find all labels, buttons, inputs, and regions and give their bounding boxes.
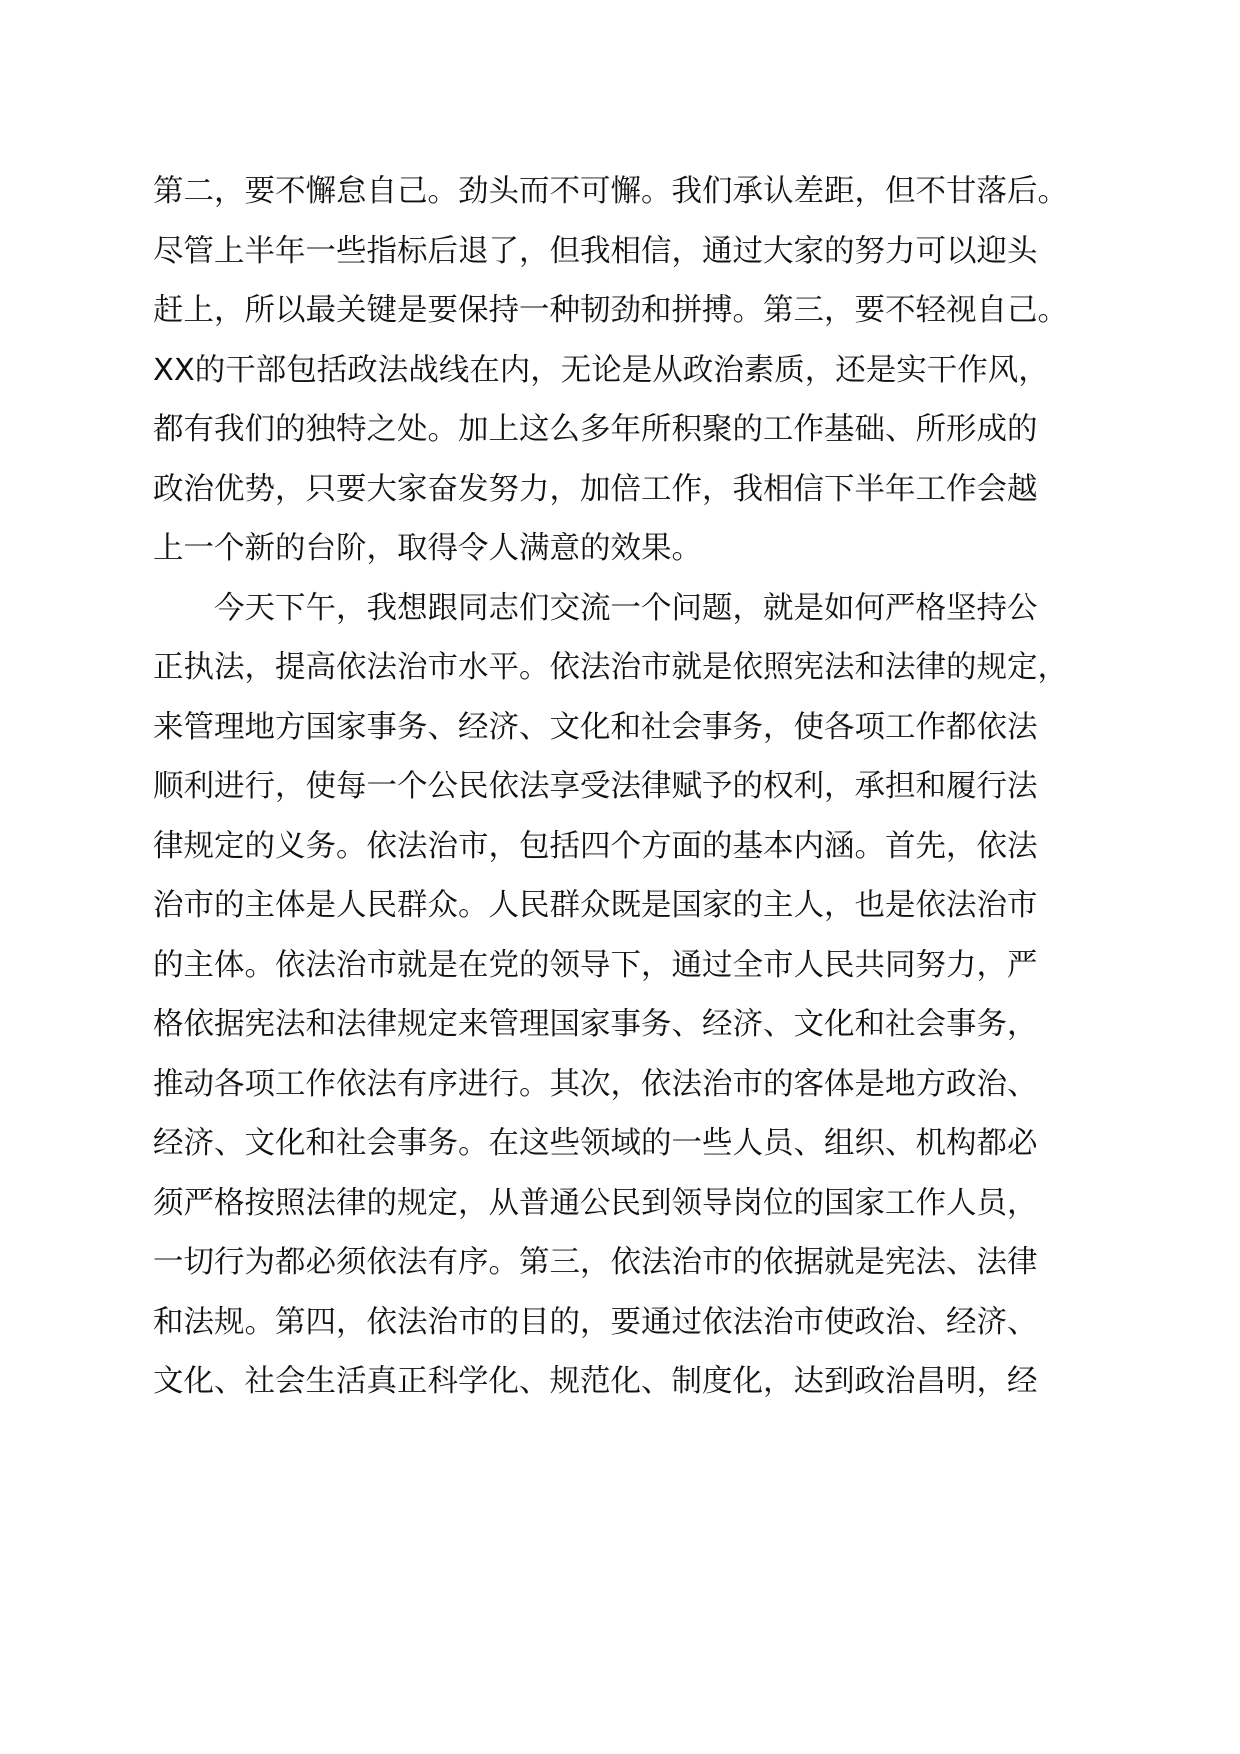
text-line: 推动各项工作依法有序进行。其次，依法治市的客体是地方政治、: [153, 1066, 1038, 1102]
text-line: 今天下午，我想跟同志们交流一个问题，就是如何严格坚持公: [153, 590, 1038, 626]
text-line: XX的干部包括政法战线在内，无论是从政治素质，还是实干作风，: [153, 352, 1049, 388]
text-line: 顺利进行，使每一个公民依法享受法律赋予的权利，承担和履行法: [153, 769, 1038, 804]
text-line: 文化、社会生活真正科学化、规范化、制度化，达到政治昌明，经: [153, 1364, 1038, 1399]
text-line: 的主体。依法治市就是在党的领导下，通过全市人民共同努力，严: [153, 947, 1038, 983]
text-line: 第二，要不懈怠自己。劲头而不可懈。我们承认差距，但不甘落后。: [153, 174, 1068, 209]
text-line: 上一个新的台阶，取得令人满意的效果。: [153, 531, 702, 566]
text-line: 律规定的义务。依法治市，包括四个方面的基本内涵。首先，依法: [153, 828, 1038, 864]
text-line: 赶上，所以最关键是要保持一种韧劲和拼搏。第三，要不轻视自己。: [153, 293, 1068, 328]
text-line: 正执法，提高依法治市水平。依法治市就是依照宪法和法律的规定，: [153, 650, 1068, 685]
text-line: 治市的主体是人民群众。人民群众既是国家的主人，也是依法治市: [153, 888, 1038, 923]
text-line: 政治优势，只要大家奋发努力，加倍工作，我相信下半年工作会越: [153, 471, 1038, 507]
text-line: 须严格按照法律的规定，从普通公民到领导岗位的国家工作人员，: [153, 1185, 1038, 1221]
text-line: 一切行为都必须依法有序。第三，依法治市的依据就是宪法、法律: [153, 1245, 1038, 1280]
text-line: 来管理地方国家事务、经济、文化和社会事务，使各项工作都依法: [153, 709, 1038, 745]
text-line: 都有我们的独特之处。加上这么多年所积聚的工作基础、所形成的: [153, 412, 1038, 447]
text-line: 和法规。第四，依法治市的目的，要通过依法治市使政治、经济、: [153, 1304, 1038, 1340]
text-line: 尽管上半年一些指标后退了，但我相信，通过大家的努力可以迎头: [153, 233, 1038, 269]
text-line: 格依据宪法和法律规定来管理国家事务、经济、文化和社会事务，: [153, 1007, 1038, 1042]
text-line: 经济、文化和社会事务。在这些领域的一些人员、组织、机构都必: [153, 1126, 1038, 1161]
body-text: [153, 162, 1093, 1412]
